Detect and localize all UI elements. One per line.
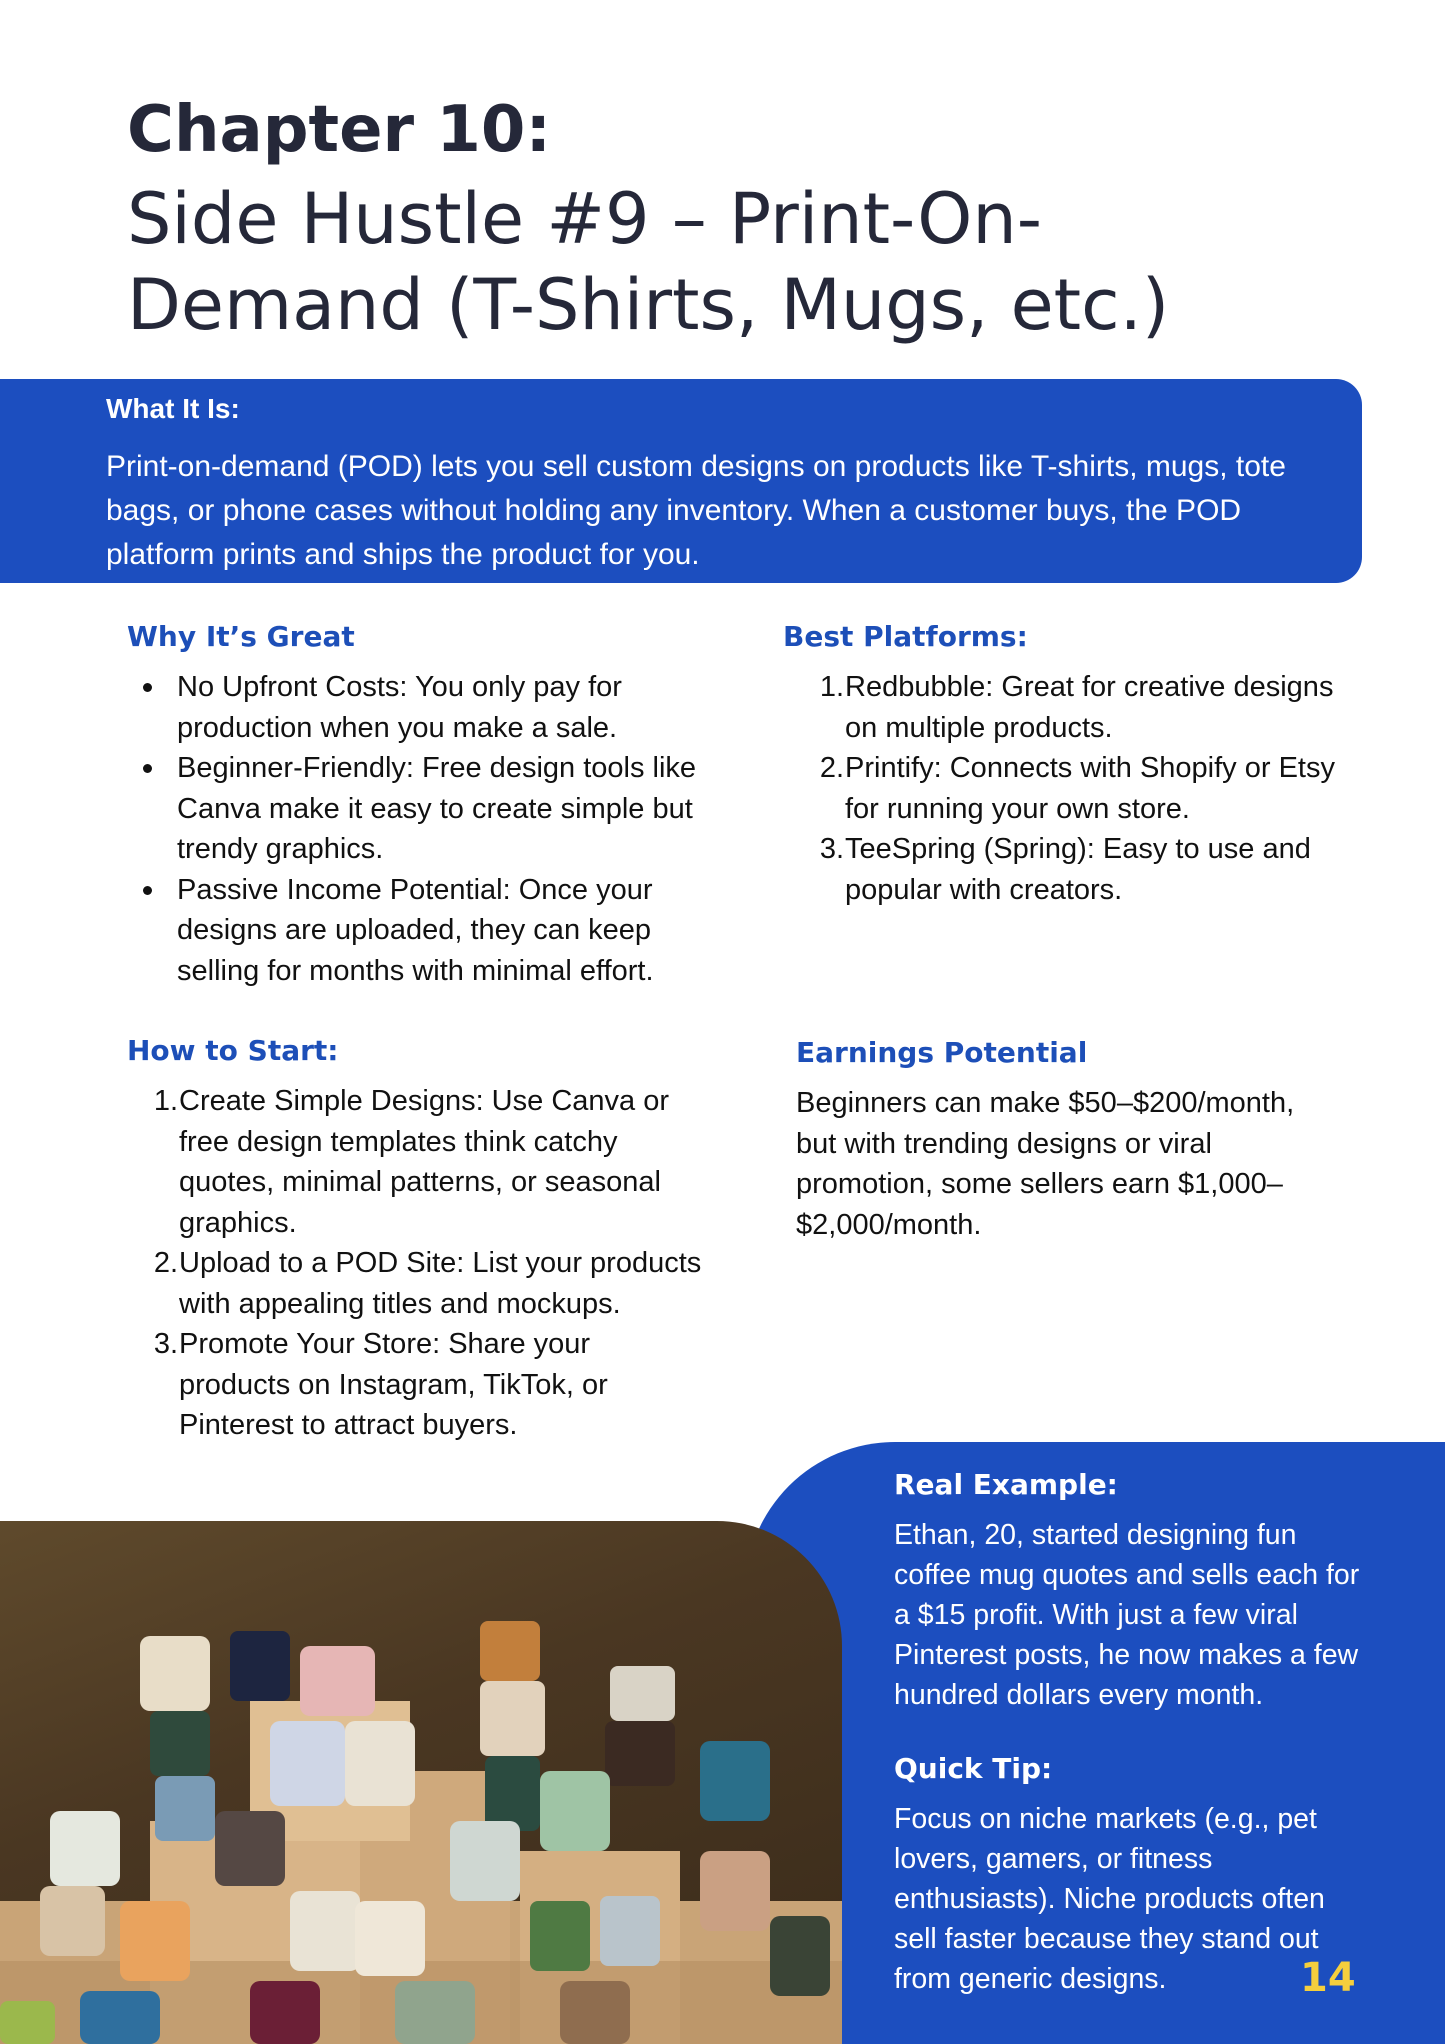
list-item <box>798 667 1365 748</box>
chapter-title: Side Hustle #9 – Print-On-Demand (T-Shirts, Mugs, etc.) <box>127 178 1170 346</box>
bullet-icon <box>143 886 152 895</box>
what-it-is-text: Print-on-demand (POD) lets you sell custom designs on products like T-shirts, mugs, tote bags, or phone cases without holding any inventory. When a customer buys, the POD platform prints and ships the product for you. <box>106 450 1286 571</box>
bullet-icon <box>143 683 152 692</box>
quick-tip-heading: Quick Tip: <box>894 1752 1053 1785</box>
list-item-number: 1. <box>153 1085 178 1117</box>
list-item-text: Passive Income Potential: Once your designs are uploaded, they can keep selling for months with minimal effort. <box>177 873 654 987</box>
list-item-text: TeeSpring (Spring): Easy to use and popular with creators. <box>845 833 1311 906</box>
page-number: 14 <box>1300 1955 1356 2001</box>
why-great-list <box>127 667 707 991</box>
quick-tip-text: Focus on niche markets (e.g., pet lovers, gamers, or fitness enthusiasts). Niche products often sell faster because they stand out from generic designs. <box>894 1803 1325 1995</box>
best-platforms-list <box>783 667 1365 910</box>
list-item <box>127 667 707 748</box>
list-item <box>132 1243 707 1324</box>
real-example-section <box>894 1468 1364 1715</box>
what-it-is-label: What It Is: <box>106 393 240 424</box>
how-to-start-heading: How to Start: <box>127 1034 339 1067</box>
real-example-text: Ethan, 20, started designing fun coffee mug quotes and sells each for a $15 profit. With just a few viral Pinterest posts, he now makes a few hundred dollars every month. <box>894 1519 1360 1711</box>
list-item-text: Create Simple Designs: Use Canva or free design templates think catchy quotes, minimal patterns, or seasonal graphics. <box>179 1085 669 1239</box>
earnings-heading: Earnings Potential <box>796 1036 1088 1069</box>
how-to-start-list <box>127 1081 707 1446</box>
list-item-text: No Upfront Costs: You only pay for production when you make a sale. <box>177 671 622 744</box>
list-item <box>132 1324 707 1446</box>
list-item-text: Promote Your Store: Share your products on Instagram, TikTok, or Pinterest to attract buyers. <box>179 1328 608 1441</box>
list-item-text: Redbubble: Great for creative designs on multiple products. <box>845 671 1334 744</box>
mugs-illustration <box>0 1521 842 2044</box>
bullet-icon <box>143 764 152 773</box>
what-it-is-box <box>0 379 1362 583</box>
list-item <box>127 748 707 870</box>
list-item <box>798 748 1365 829</box>
how-to-start-section <box>127 1034 707 1446</box>
list-item-number: 2. <box>153 1247 178 1279</box>
why-great-section <box>127 620 707 991</box>
list-item-number: 3. <box>819 833 844 865</box>
mugs-photo <box>0 1521 842 2044</box>
earnings-text: Beginners can make $50–$200/month, but with trending designs or viral promotion, some sellers earn $1,000–$2,000/month. <box>796 1087 1295 1241</box>
why-great-heading: Why It’s Great <box>127 620 355 653</box>
best-platforms-section <box>783 620 1365 910</box>
list-item <box>132 1081 707 1243</box>
real-example-heading: Real Example: <box>894 1468 1118 1501</box>
chapter-label: Chapter 10: <box>127 93 552 167</box>
quick-tip-section <box>894 1752 1364 1999</box>
best-platforms-heading: Best Platforms: <box>783 620 1028 653</box>
list-item <box>127 870 707 992</box>
list-item-number: 2. <box>819 752 844 784</box>
earnings-section <box>796 1036 1326 1245</box>
list-item-text: Printify: Connects with Shopify or Etsy for running your own store. <box>845 752 1335 825</box>
list-item-text: Beginner-Friendly: Free design tools like Canva make it easy to create simple but trendy graphics. <box>177 752 697 865</box>
list-item-text: Upload to a POD Site: List your products with appealing titles and mockups. <box>179 1247 702 1320</box>
list-item-number: 1. <box>819 671 844 703</box>
list-item <box>798 829 1365 910</box>
list-item-number: 3. <box>153 1328 178 1360</box>
